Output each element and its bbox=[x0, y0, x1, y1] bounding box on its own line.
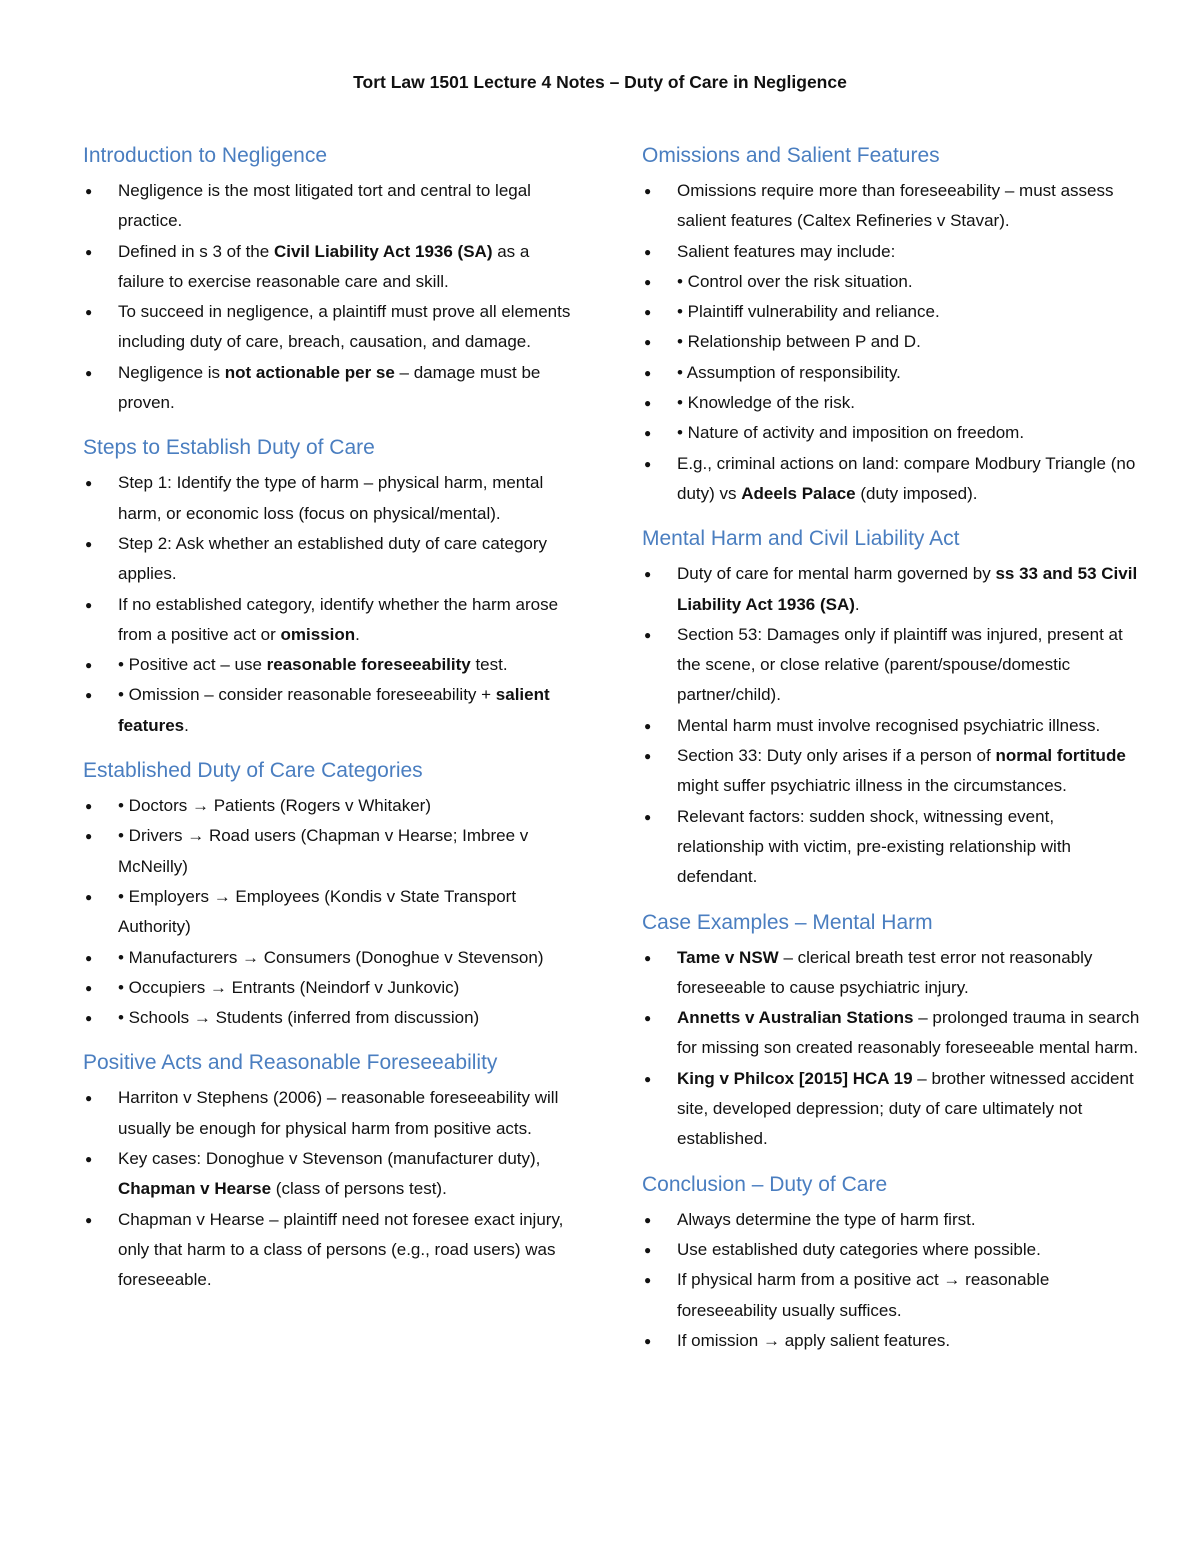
bullet-icon: ● bbox=[644, 274, 652, 289]
list-item bbox=[642, 1064, 1142, 1155]
item-text: Section 33: Duty only arises if a person of bbox=[677, 746, 996, 766]
bullet-icon: ● bbox=[644, 1011, 652, 1026]
item-text: – brother witnessed accident site, developed depression; duty of care ultimately not established. bbox=[677, 1068, 1134, 1149]
bold-text: Adeels Palace bbox=[741, 483, 856, 503]
list-item bbox=[83, 882, 578, 943]
bullet-icon: ● bbox=[644, 627, 652, 642]
bold-text: ss 33 and 53 Civil Liability Act 1936 (SA) bbox=[677, 564, 1138, 614]
item-text: might suffer psychiatric illness in the circumstances. bbox=[677, 776, 1067, 796]
bold-text: reasonable foreseeability bbox=[266, 655, 471, 675]
bullet-icon: ● bbox=[85, 799, 93, 814]
bullet-icon: ● bbox=[644, 396, 652, 411]
bullet-icon: ● bbox=[644, 809, 652, 824]
item-text: • Control over the risk situation. bbox=[677, 271, 913, 291]
bullet-icon: ● bbox=[85, 244, 93, 259]
bullet-icon: ● bbox=[644, 365, 652, 380]
bullet-icon: ● bbox=[644, 718, 652, 733]
item-text: Chapman v Hearse – plaintiff need not foresee exact injury, only that harm to a class of persons (e.g., road users) was foreseeable. bbox=[118, 1209, 564, 1290]
bullet-icon: ● bbox=[644, 1333, 652, 1348]
item-text: . bbox=[854, 594, 860, 614]
list-item bbox=[642, 802, 1142, 893]
list-item bbox=[642, 943, 1142, 1004]
list-item bbox=[83, 297, 578, 358]
list-item bbox=[642, 1003, 1142, 1064]
bullet-icon: ● bbox=[644, 749, 652, 764]
bullet-list bbox=[642, 176, 1142, 509]
list-item bbox=[642, 711, 1142, 741]
list-item bbox=[83, 1083, 578, 1144]
item-text: Always determine the type of harm first. bbox=[677, 1209, 976, 1229]
right-column bbox=[642, 142, 1142, 1372]
bullet-icon: ● bbox=[644, 1242, 652, 1257]
list-item bbox=[83, 1144, 578, 1205]
bold-text: salient features bbox=[118, 685, 550, 735]
list-item bbox=[83, 237, 578, 298]
item-text: Salient features may include: bbox=[677, 241, 896, 261]
item-text: – damage must be proven. bbox=[118, 362, 541, 413]
bullet-icon: ● bbox=[85, 980, 93, 995]
item-text: If omission → apply salient features. bbox=[677, 1330, 951, 1350]
item-text: • Positive act – use bbox=[118, 655, 267, 675]
bold-text: Tame v NSW bbox=[677, 947, 779, 967]
bullet-icon: ● bbox=[85, 1152, 93, 1167]
bullet-icon: ● bbox=[85, 1212, 93, 1227]
list-item bbox=[83, 650, 578, 680]
list-item bbox=[83, 176, 578, 237]
bullet-list bbox=[83, 791, 578, 1033]
bullet-icon: ● bbox=[85, 658, 93, 673]
item-text: . bbox=[355, 624, 360, 644]
item-text: Defined in s 3 of the bbox=[118, 241, 274, 261]
list-item bbox=[642, 1235, 1142, 1265]
section-heading: Introduction to Negligence bbox=[83, 144, 327, 167]
section-omissions bbox=[642, 142, 1142, 509]
bold-text: King v Philcox [2015] HCA 19 bbox=[677, 1068, 913, 1088]
bullet-icon: ● bbox=[85, 184, 93, 198]
section-mental-harm bbox=[642, 525, 1142, 892]
item-text: Harriton v Stephens (2006) – reasonable foreseeability will usually be enough for physical harm from positive acts. bbox=[118, 1088, 559, 1138]
bullet-icon: ● bbox=[644, 456, 652, 471]
section-steps bbox=[83, 434, 578, 741]
bullet-icon: ● bbox=[85, 1091, 93, 1106]
list-item bbox=[642, 267, 1142, 297]
item-text: (class of persons test). bbox=[271, 1179, 447, 1199]
section-heading: Mental Harm and Civil Liability Act bbox=[642, 527, 960, 551]
item-text: (duty imposed). bbox=[855, 483, 978, 503]
left-column bbox=[83, 142, 578, 1312]
item-text: • Assumption of responsibility. bbox=[677, 362, 901, 382]
section-heading: Omissions and Salient Features bbox=[642, 144, 940, 167]
item-text: Relevant factors: sudden shock, witnessing event, relationship with victim, pre-existing relationship with defendant. bbox=[677, 806, 1071, 887]
bold-text: Civil Liability Act 1936 (SA) bbox=[273, 241, 493, 261]
bold-text: omission bbox=[280, 624, 356, 644]
bullet-icon: ● bbox=[644, 335, 652, 350]
section-case-examples bbox=[642, 909, 1142, 1155]
list-item bbox=[83, 358, 578, 419]
bullet-icon: ● bbox=[644, 244, 652, 259]
bullet-icon: ● bbox=[85, 365, 93, 380]
bullet-list bbox=[83, 176, 578, 418]
bullet-list bbox=[642, 559, 1142, 892]
bullet-icon: ● bbox=[85, 476, 93, 491]
item-text: Negligence is bbox=[118, 362, 225, 382]
section-categories bbox=[83, 757, 578, 1033]
item-text: If no established category, identify whether the harm arose from a positive act or bbox=[118, 594, 559, 644]
list-item bbox=[83, 529, 578, 590]
section-heading: Positive Acts and Reasonable Foreseeability bbox=[83, 1051, 498, 1075]
item-text: . bbox=[184, 715, 189, 735]
list-item bbox=[642, 237, 1142, 267]
bullet-icon: ● bbox=[644, 1071, 652, 1086]
list-item bbox=[83, 590, 578, 651]
bullet-icon: ● bbox=[644, 184, 652, 198]
list-item bbox=[83, 680, 578, 741]
bullet-icon: ● bbox=[85, 688, 93, 703]
bullet-icon: ● bbox=[644, 567, 652, 582]
item-text: Step 1: Identify the type of harm – physical harm, mental harm, or economic loss (focus on physical/mental). bbox=[118, 473, 544, 523]
bullet-list bbox=[642, 943, 1142, 1155]
bullet-icon: ● bbox=[85, 950, 93, 965]
bullet-icon: ● bbox=[85, 597, 93, 612]
bullet-icon: ● bbox=[85, 1011, 93, 1026]
list-item bbox=[83, 791, 578, 821]
section-introduction bbox=[83, 142, 578, 418]
bullet-icon: ● bbox=[85, 889, 93, 904]
item-text: If physical harm from a positive act → reasonable foreseeability usually suffices. bbox=[677, 1270, 1050, 1320]
bullet-icon: ● bbox=[644, 950, 652, 965]
bold-text: not actionable per se bbox=[224, 362, 395, 382]
section-heading: Steps to Establish Duty of Care bbox=[83, 436, 375, 460]
item-text: • Knowledge of the risk. bbox=[677, 393, 855, 413]
bullet-icon: ● bbox=[85, 536, 93, 551]
bullet-icon: ● bbox=[644, 305, 652, 320]
item-text: Section 53: Damages only if plaintiff was injured, present at the scene, or close relative (parent/spouse/domestic partner/child). bbox=[677, 624, 1123, 705]
list-item bbox=[83, 1003, 578, 1033]
section-positive-acts bbox=[83, 1049, 578, 1295]
item-text: • Schools → Students (inferred from discussion) bbox=[118, 1008, 480, 1028]
list-item bbox=[642, 449, 1142, 510]
list-item bbox=[642, 358, 1142, 388]
bullet-icon: ● bbox=[85, 829, 93, 844]
item-text: Step 2: Ask whether an established duty of care category applies. bbox=[118, 533, 548, 584]
bullet-icon: ● bbox=[644, 1212, 652, 1227]
list-item bbox=[83, 1205, 578, 1296]
bullet-icon: ● bbox=[644, 1273, 652, 1288]
item-text: • Doctors → Patients (Rogers v Whitaker) bbox=[118, 796, 431, 816]
bullet-icon: ● bbox=[85, 305, 93, 320]
list-item bbox=[642, 741, 1142, 802]
item-text: Mental harm must involve recognised psychiatric illness. bbox=[677, 715, 1101, 735]
bullet-list bbox=[642, 1205, 1142, 1356]
item-text: test. bbox=[470, 655, 508, 675]
list-item bbox=[83, 943, 578, 973]
list-item bbox=[642, 559, 1142, 620]
item-text: Key cases: Donoghue v Stevenson (manufacturer duty), bbox=[118, 1149, 541, 1169]
section-heading: Established Duty of Care Categories bbox=[83, 759, 423, 783]
item-text: • Relationship between P and D. bbox=[677, 332, 921, 352]
item-text: Omissions require more than foreseeability – must assess salient features (Caltex Refineries v Stavar). bbox=[677, 181, 1114, 231]
bold-text: normal fortitude bbox=[995, 746, 1126, 766]
bold-text: Chapman v Hearse bbox=[118, 1179, 272, 1199]
section-heading: Conclusion – Duty of Care bbox=[642, 1172, 888, 1196]
list-item bbox=[642, 1265, 1142, 1326]
item-text: Duty of care for mental harm governed by bbox=[677, 564, 996, 584]
item-text: E.g., criminal actions on land: compare Modbury Triangle (no duty) vs bbox=[677, 453, 1136, 503]
item-text: – prolonged trauma in search for missing son created reasonably foreseeable mental harm. bbox=[677, 1008, 1140, 1058]
item-text: To succeed in negligence, a plaintiff must prove all elements including duty of care, breach, causation, and damage. bbox=[118, 302, 571, 352]
list-item bbox=[642, 1205, 1142, 1235]
section-conclusion bbox=[642, 1171, 1142, 1356]
item-text: • Employers → Employees (Kondis v State Transport Authority) bbox=[118, 886, 517, 937]
list-item bbox=[83, 468, 578, 529]
item-text: • Occupiers → Entrants (Neindorf v Junkovic) bbox=[118, 977, 460, 997]
list-item bbox=[642, 418, 1142, 448]
item-text: • Plaintiff vulnerability and reliance. bbox=[677, 302, 940, 322]
bullet-icon: ● bbox=[644, 426, 652, 441]
item-text: • Drivers → Road users (Chapman v Hearse; Imbree v McNeilly) bbox=[118, 826, 529, 876]
list-item bbox=[642, 620, 1142, 711]
list-item bbox=[642, 388, 1142, 418]
bullet-list bbox=[83, 1083, 578, 1295]
list-item bbox=[642, 297, 1142, 327]
item-text: Use established duty categories where possible. bbox=[677, 1239, 1041, 1259]
list-item bbox=[83, 821, 578, 882]
list-item bbox=[83, 973, 578, 1003]
section-heading: Case Examples – Mental Harm bbox=[642, 910, 933, 934]
item-text: as a failure to exercise reasonable care and skill. bbox=[118, 241, 530, 291]
item-text: • Nature of activity and imposition on freedom. bbox=[677, 423, 1025, 443]
bold-text: Annetts v Australian Stations bbox=[677, 1008, 914, 1028]
item-text: • Manufacturers → Consumers (Donoghue v Stevenson) bbox=[118, 947, 544, 967]
bullet-list bbox=[83, 468, 578, 741]
list-item bbox=[642, 327, 1142, 357]
list-item bbox=[642, 1326, 1142, 1356]
list-item bbox=[642, 176, 1142, 237]
item-text: Negligence is the most litigated tort and central to legal practice. bbox=[118, 181, 531, 231]
document-title: Tort Law 1501 Lecture 4 Notes – Duty of Care in Negligence bbox=[353, 72, 847, 92]
item-text: • Omission – consider reasonable foreseeability + bbox=[118, 685, 496, 705]
item-text: – clerical breath test error not reasonably foreseeable to cause psychiatric injury. bbox=[677, 947, 1093, 997]
